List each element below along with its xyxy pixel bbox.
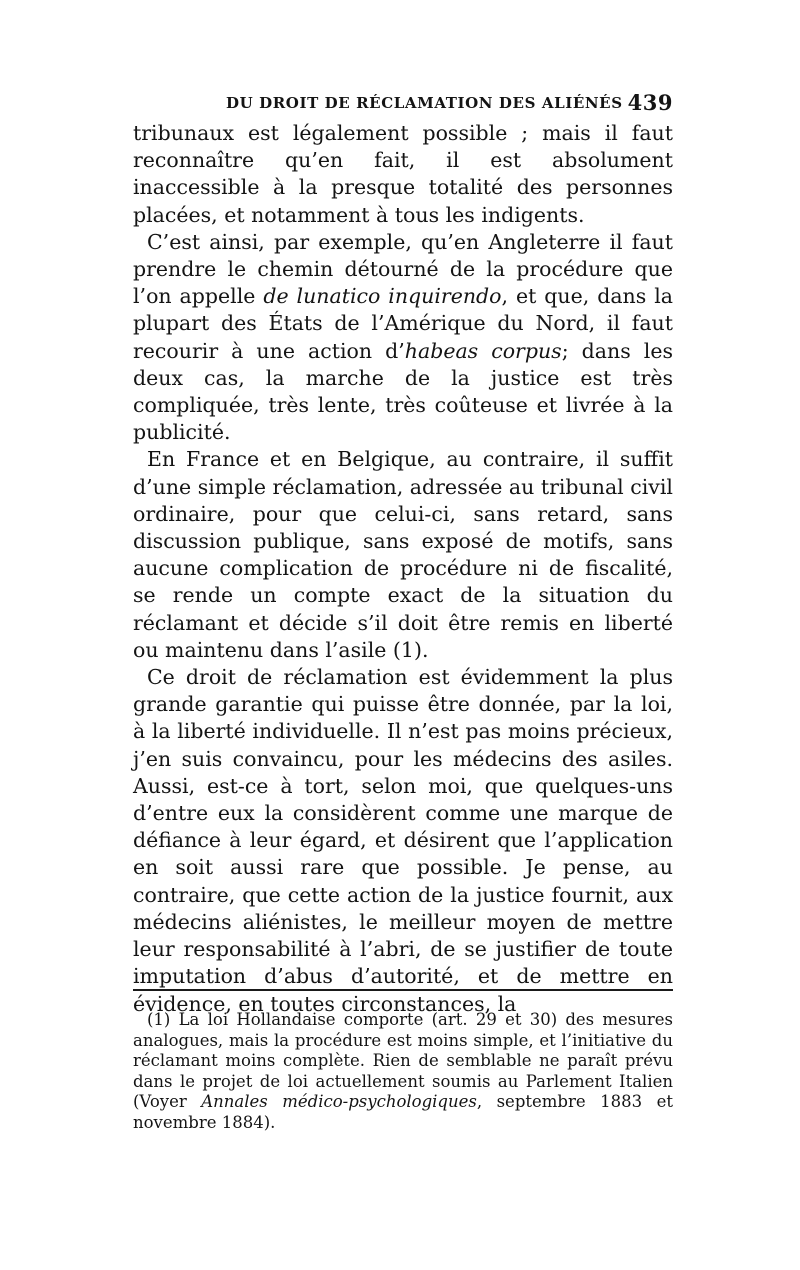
latin-term-lunatico: de lunatico inquirendo [263,284,502,309]
text-run: , septembre 1883 et novembre 1884). [133,1092,673,1132]
paragraph-continuation: tribunaux est légalement possible ; mais il faut reconnaître qu’en fait, il est absolument inaccessible à la presque totalité des personnes placées, et notamment à tous les indigents. [133,121,673,227]
text-run: , et que, dans la plupart des États de l’Amérique du Nord, il faut recourir à une action d’ [133,284,673,363]
footnote-text [133,1010,673,1133]
running-title: DU DROIT DE RÉCLAMATION DES ALIÉNÉS [226,94,623,112]
text-run: C’est ainsi, par exemple, qu’en Angleterre il faut prendre le chemin détourné de la procédure que l’on appelle [133,229,673,309]
footnote [133,1010,673,1133]
footnote-rule [133,989,673,991]
paragraph-france-belgium: En France et en Belgique, au contraire, il suffit d’une simple réclamation, adressée au tribunal civil ordinaire, pour que celui-ci, sans retard, sans discussion publique, sans exposé de motifs, sans aucune complication de procédure ni de fiscalité, se rende un compte exact de la situation du réclamant et décide s’il doit être remis en liberté ou maintenu dans l’asile (1). [133,447,673,662]
body-text [133,120,673,1018]
text-run: (1) La loi Hollandaise comporte (art. 29 et 30) des mesures analogues, mais la procédure est moins simple, et l’initiative du réclamant moins complète. Rien de semblable ne paraît prévu dans le projet de loi actuellement soumis au Parlement Italien (Voyer [133,1010,673,1111]
running-header [133,88,673,118]
text-run: ; dans les deux cas, la marche de la justice est très compliquée, très lente, très coûteuse et livrée à la publicité. [133,338,674,445]
page-number: 439 [627,90,673,115]
latin-term-habeas: habeas corpus [404,338,562,363]
journal-title: Annales médico-psychologiques [201,1092,477,1111]
paragraph-england-america [133,229,673,447]
paragraph-guarantee: Ce droit de réclamation est évidemment la plus grande garantie qui puisse être donnée, par la loi, à la liberté individuelle. Il n’est pas moins précieux, j’en suis convaincu, pour les médecins des asiles. Aussi, est-ce à tort, selon moi, que quelques-uns d’entre eux la considèrent comme une marque de défiance à leur égard, et désirent que l’application en soit aussi rare que possible. Je pense, au contraire, que cette action de la justice fournit, aux médecins aliénistes, le meilleur moyen de mettre leur responsabilité à l’abri, de se justifier de toute imputation d’abus d’autorité, et de mettre en évidence, en toutes circonstances, la [133,665,673,1016]
